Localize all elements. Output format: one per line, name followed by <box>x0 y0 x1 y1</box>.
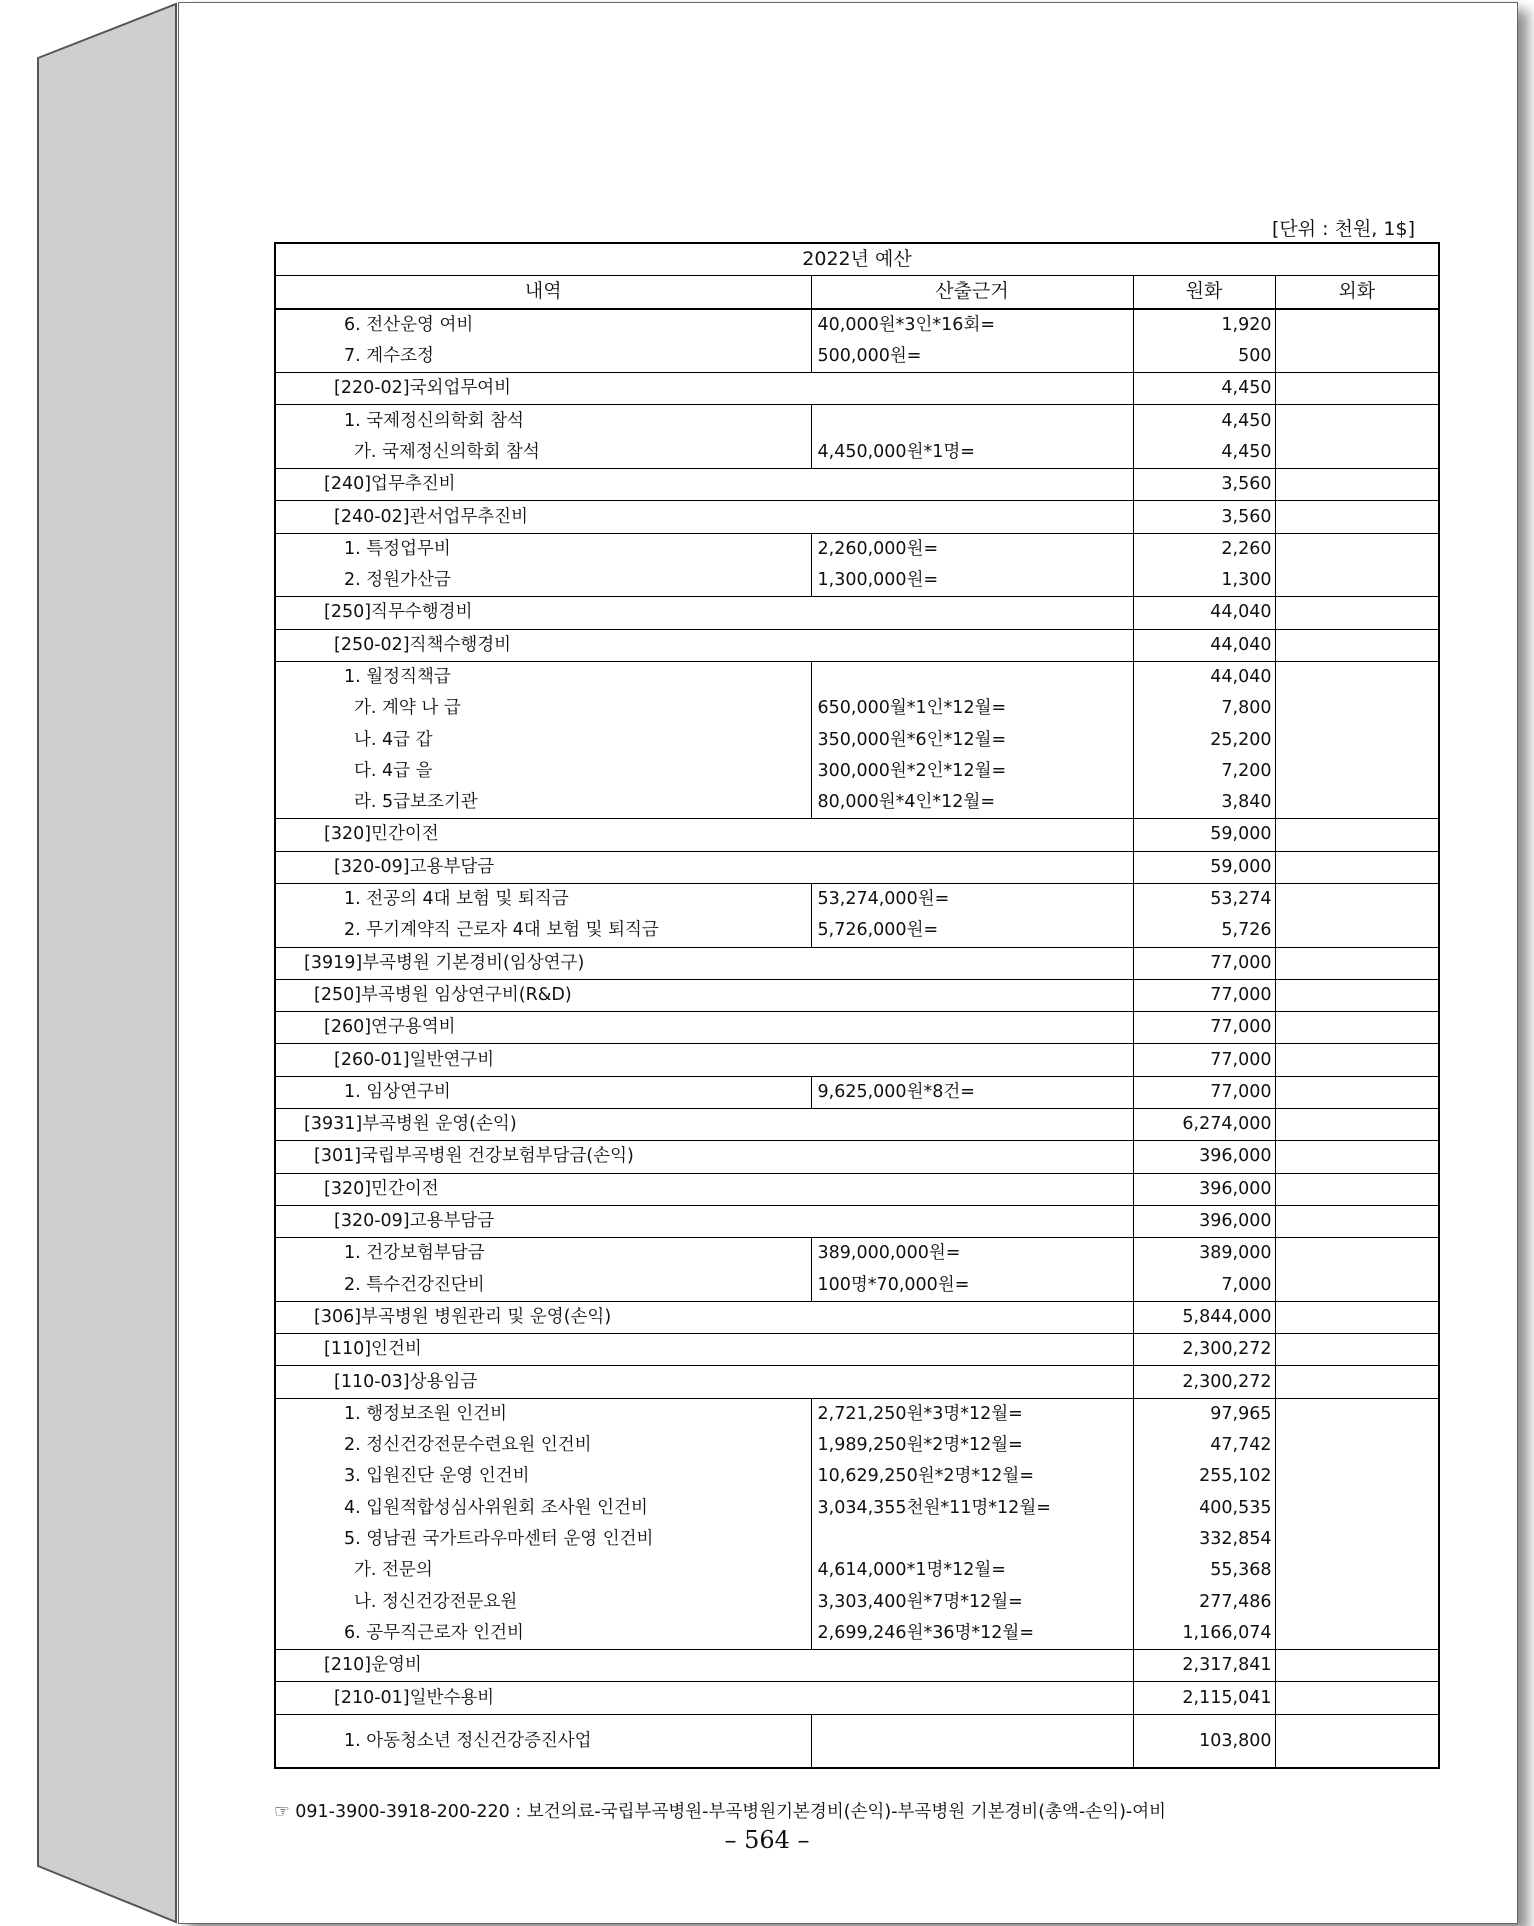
table-row <box>275 1618 1439 1650</box>
row-description: 나. 정신건강전문요원 <box>275 1586 811 1617</box>
row-foreign <box>1275 1618 1439 1650</box>
row-description: 1. 월정직책급 <box>275 661 811 693</box>
table-row <box>275 819 1439 851</box>
row-foreign <box>1275 1173 1439 1205</box>
row-krw: 77,000 <box>1133 947 1275 979</box>
row-description: 2. 특수건강진단비 <box>275 1270 811 1302</box>
row-basis: 1,300,000원= <box>811 565 1133 597</box>
row-description: [320]민간이전 <box>275 1173 1133 1205</box>
row-foreign <box>1275 1141 1439 1173</box>
table-row <box>275 1012 1439 1044</box>
row-foreign <box>1275 1366 1439 1398</box>
row-krw: 3,560 <box>1133 501 1275 533</box>
row-description: 1. 행정보조원 인건비 <box>275 1398 811 1430</box>
row-description: 7. 계수조정 <box>275 341 811 373</box>
row-foreign <box>1275 1398 1439 1430</box>
row-description: [306]부곡병원 병원관리 및 운영(손익) <box>275 1301 1133 1333</box>
row-basis: 40,000원*3인*16회= <box>811 309 1133 341</box>
row-basis: 350,000원*6인*12월= <box>811 724 1133 755</box>
row-foreign <box>1275 341 1439 373</box>
row-description: [220-02]국외업무여비 <box>275 373 1133 405</box>
row-description: [210-01]일반수용비 <box>275 1682 1133 1714</box>
row-krw: 2,115,041 <box>1133 1682 1275 1714</box>
row-basis: 80,000원*4인*12월= <box>811 787 1133 819</box>
row-krw: 277,486 <box>1133 1586 1275 1617</box>
table-row <box>275 1555 1439 1586</box>
row-foreign <box>1275 661 1439 693</box>
row-basis: 4,450,000원*1명= <box>811 437 1133 469</box>
row-description: [250-02]직책수행경비 <box>275 629 1133 661</box>
row-description: 1. 특정업무비 <box>275 533 811 565</box>
row-foreign <box>1275 565 1439 597</box>
row-krw: 59,000 <box>1133 851 1275 883</box>
table-row <box>275 1109 1439 1141</box>
footnote: ☞ 091-3900-3918-200-220 : 보건의료-국립부곡병원-부곡병원기본경비(손익)-부곡병원 기본경비(총액-손익)-여비 <box>274 1802 1167 1822</box>
row-foreign <box>1275 1076 1439 1108</box>
table-row <box>275 1205 1439 1237</box>
row-description: 6. 공무직근로자 인건비 <box>275 1618 811 1650</box>
row-description: [260]연구용역비 <box>275 1012 1133 1044</box>
table-row <box>275 1301 1439 1333</box>
row-krw: 1,166,074 <box>1133 1618 1275 1650</box>
row-foreign <box>1275 1044 1439 1076</box>
row-krw: 77,000 <box>1133 1012 1275 1044</box>
row-basis: 10,629,250원*2명*12월= <box>811 1461 1133 1492</box>
row-krw: 389,000 <box>1133 1238 1275 1270</box>
row-description: [110-03]상용임금 <box>275 1366 1133 1398</box>
row-basis: 500,000원= <box>811 341 1133 373</box>
table-row <box>275 1334 1439 1366</box>
table-row <box>275 693 1439 724</box>
row-foreign <box>1275 947 1439 979</box>
table-row <box>275 341 1439 373</box>
row-krw: 332,854 <box>1133 1524 1275 1555</box>
row-foreign <box>1275 1682 1439 1714</box>
row-foreign <box>1275 883 1439 915</box>
row-foreign <box>1275 1714 1439 1768</box>
row-description: 2. 무기계약직 근로자 4대 보험 및 퇴직금 <box>275 915 811 947</box>
row-description: 3. 입원진단 운영 인건비 <box>275 1461 811 1492</box>
row-description: 가. 전문의 <box>275 1555 811 1586</box>
row-description: 1. 아동청소년 정신건강증진사업 <box>275 1714 811 1768</box>
row-krw: 1,300 <box>1133 565 1275 597</box>
row-krw: 44,040 <box>1133 661 1275 693</box>
row-krw: 5,726 <box>1133 915 1275 947</box>
row-krw: 396,000 <box>1133 1205 1275 1237</box>
row-krw: 4,450 <box>1133 437 1275 469</box>
row-foreign <box>1275 1270 1439 1302</box>
row-description: 가. 국제정신의학회 참석 <box>275 437 811 469</box>
row-description: 1. 국제정신의학회 참석 <box>275 405 811 437</box>
row-foreign <box>1275 979 1439 1011</box>
row-krw: 396,000 <box>1133 1173 1275 1205</box>
row-foreign <box>1275 915 1439 947</box>
row-krw: 55,368 <box>1133 1555 1275 1586</box>
row-basis: 2,699,246원*36명*12월= <box>811 1618 1133 1650</box>
row-basis: 650,000월*1인*12월= <box>811 693 1133 724</box>
row-krw: 3,560 <box>1133 469 1275 501</box>
table-title: 2022년 예산 <box>275 243 1439 276</box>
row-basis: 9,625,000원*8건= <box>811 1076 1133 1108</box>
row-foreign <box>1275 724 1439 755</box>
row-krw: 7,200 <box>1133 756 1275 787</box>
row-krw: 53,274 <box>1133 883 1275 915</box>
row-basis: 1,989,250원*2명*12월= <box>811 1430 1133 1461</box>
row-foreign <box>1275 693 1439 724</box>
row-description: [250]부곡병원 임상연구비(R&D) <box>275 979 1133 1011</box>
row-basis <box>811 1714 1133 1768</box>
table-row <box>275 756 1439 787</box>
table-row <box>275 1366 1439 1398</box>
row-foreign <box>1275 1012 1439 1044</box>
row-foreign <box>1275 373 1439 405</box>
row-krw: 2,300,272 <box>1133 1366 1275 1398</box>
row-basis: 53,274,000원= <box>811 883 1133 915</box>
row-description: 2. 정원가산금 <box>275 565 811 597</box>
row-basis: 300,000원*2인*12월= <box>811 756 1133 787</box>
row-description: 1. 임상연구비 <box>275 1076 811 1108</box>
table-row <box>275 501 1439 533</box>
row-krw: 47,742 <box>1133 1430 1275 1461</box>
row-foreign <box>1275 1650 1439 1682</box>
row-foreign <box>1275 1586 1439 1617</box>
row-description: [301]국립부곡병원 건강보험부담금(손익) <box>275 1141 1133 1173</box>
row-description: 2. 정신건강전문수련요원 인건비 <box>275 1430 811 1461</box>
row-krw: 4,450 <box>1133 373 1275 405</box>
row-foreign <box>1275 1493 1439 1524</box>
row-foreign <box>1275 309 1439 341</box>
page-number: – 564 – <box>724 1826 810 1854</box>
row-foreign <box>1275 1334 1439 1366</box>
header-foreign: 외화 <box>1275 276 1439 309</box>
row-basis: 3,303,400원*7명*12월= <box>811 1586 1133 1617</box>
row-foreign <box>1275 469 1439 501</box>
row-foreign <box>1275 405 1439 437</box>
table-body <box>275 309 1439 1768</box>
row-foreign <box>1275 1301 1439 1333</box>
table-row <box>275 1586 1439 1617</box>
row-krw: 4,450 <box>1133 405 1275 437</box>
row-foreign <box>1275 629 1439 661</box>
row-krw: 1,920 <box>1133 309 1275 341</box>
row-krw: 400,535 <box>1133 1493 1275 1524</box>
table-row <box>275 724 1439 755</box>
table-row <box>275 405 1439 437</box>
table-row <box>275 1430 1439 1461</box>
row-foreign <box>1275 1238 1439 1270</box>
table-row <box>275 1461 1439 1492</box>
row-basis <box>811 661 1133 693</box>
row-foreign <box>1275 819 1439 851</box>
budget-table <box>274 242 1440 1769</box>
table-row <box>275 787 1439 819</box>
row-foreign <box>1275 756 1439 787</box>
header-description: 내역 <box>275 276 811 309</box>
row-basis <box>811 1524 1133 1555</box>
row-description: 1. 전공의 4대 보험 및 퇴직금 <box>275 883 811 915</box>
unit-label: [단위 : 천원, 1$] <box>1272 218 1415 240</box>
row-foreign <box>1275 1461 1439 1492</box>
table-row <box>275 309 1439 341</box>
table-row <box>275 1044 1439 1076</box>
row-krw: 7,800 <box>1133 693 1275 724</box>
row-description: [240]업무추진비 <box>275 469 1133 501</box>
table-row <box>275 1650 1439 1682</box>
row-description: 나. 4급 갑 <box>275 724 811 755</box>
table-row <box>275 1682 1439 1714</box>
table-row <box>275 437 1439 469</box>
row-description: [320-09]고용부담금 <box>275 1205 1133 1237</box>
row-krw: 44,040 <box>1133 597 1275 629</box>
table-row <box>275 1238 1439 1270</box>
row-basis: 2,721,250원*3명*12월= <box>811 1398 1133 1430</box>
row-basis <box>811 405 1133 437</box>
table-row <box>275 629 1439 661</box>
row-krw: 59,000 <box>1133 819 1275 851</box>
row-description: [240-02]관서업무추진비 <box>275 501 1133 533</box>
row-foreign <box>1275 1524 1439 1555</box>
row-foreign <box>1275 437 1439 469</box>
table-row <box>275 1714 1439 1768</box>
row-description: [260-01]일반연구비 <box>275 1044 1133 1076</box>
row-description: [210]운영비 <box>275 1650 1133 1682</box>
row-basis: 389,000,000원= <box>811 1238 1133 1270</box>
row-krw: 6,274,000 <box>1133 1109 1275 1141</box>
row-description: [3919]부곡병원 기본경비(임상연구) <box>275 947 1133 979</box>
header-basis: 산출근거 <box>811 276 1133 309</box>
row-description: 4. 입원적합성심사위원회 조사원 인건비 <box>275 1493 811 1524</box>
table-title-row <box>275 243 1439 276</box>
table-row <box>275 565 1439 597</box>
row-basis: 2,260,000원= <box>811 533 1133 565</box>
table-row <box>275 979 1439 1011</box>
row-krw: 77,000 <box>1133 1076 1275 1108</box>
row-krw: 5,844,000 <box>1133 1301 1275 1333</box>
row-krw: 3,840 <box>1133 787 1275 819</box>
table-header-row <box>275 276 1439 309</box>
row-krw: 396,000 <box>1133 1141 1275 1173</box>
row-krw: 97,965 <box>1133 1398 1275 1430</box>
table-row <box>275 373 1439 405</box>
row-foreign <box>1275 597 1439 629</box>
table-row <box>275 1524 1439 1555</box>
row-basis: 100명*70,000원= <box>811 1270 1133 1302</box>
row-description: [3931]부곡병원 운영(손익) <box>275 1109 1133 1141</box>
header-krw: 원화 <box>1133 276 1275 309</box>
table-row <box>275 1173 1439 1205</box>
row-krw: 2,260 <box>1133 533 1275 565</box>
table-row <box>275 851 1439 883</box>
row-krw: 103,800 <box>1133 1714 1275 1768</box>
row-description: [250]직무수행경비 <box>275 597 1133 629</box>
row-foreign <box>1275 533 1439 565</box>
row-krw: 77,000 <box>1133 979 1275 1011</box>
row-description: [320]민간이전 <box>275 819 1133 851</box>
row-foreign <box>1275 501 1439 533</box>
row-description: 6. 전산운영 여비 <box>275 309 811 341</box>
row-krw: 500 <box>1133 341 1275 373</box>
table-row <box>275 947 1439 979</box>
row-description: 라. 5급보조기관 <box>275 787 811 819</box>
row-foreign <box>1275 1109 1439 1141</box>
table-row <box>275 883 1439 915</box>
table-row <box>275 1270 1439 1302</box>
table-row <box>275 1398 1439 1430</box>
row-description: 5. 영남권 국가트라우마센터 운영 인건비 <box>275 1524 811 1555</box>
row-krw: 44,040 <box>1133 629 1275 661</box>
row-krw: 2,300,272 <box>1133 1334 1275 1366</box>
row-foreign <box>1275 1205 1439 1237</box>
table-row <box>275 661 1439 693</box>
table-row <box>275 1141 1439 1173</box>
row-description: 1. 건강보험부담금 <box>275 1238 811 1270</box>
row-basis: 5,726,000원= <box>811 915 1133 947</box>
row-description: [320-09]고용부담금 <box>275 851 1133 883</box>
row-krw: 25,200 <box>1133 724 1275 755</box>
table-row <box>275 915 1439 947</box>
row-foreign <box>1275 851 1439 883</box>
row-foreign <box>1275 1555 1439 1586</box>
row-krw: 255,102 <box>1133 1461 1275 1492</box>
table-row <box>275 1076 1439 1108</box>
table-row <box>275 597 1439 629</box>
row-basis: 4,614,000*1명*12월= <box>811 1555 1133 1586</box>
row-krw: 2,317,841 <box>1133 1650 1275 1682</box>
row-krw: 7,000 <box>1133 1270 1275 1302</box>
row-description: [110]인건비 <box>275 1334 1133 1366</box>
row-basis: 3,034,355천원*11명*12월= <box>811 1493 1133 1524</box>
row-krw: 77,000 <box>1133 1044 1275 1076</box>
table-row <box>275 1493 1439 1524</box>
row-description: 가. 계약 나 급 <box>275 693 811 724</box>
row-foreign <box>1275 1430 1439 1461</box>
table-row <box>275 533 1439 565</box>
row-foreign <box>1275 787 1439 819</box>
row-description: 다. 4급 을 <box>275 756 811 787</box>
table-row <box>275 469 1439 501</box>
